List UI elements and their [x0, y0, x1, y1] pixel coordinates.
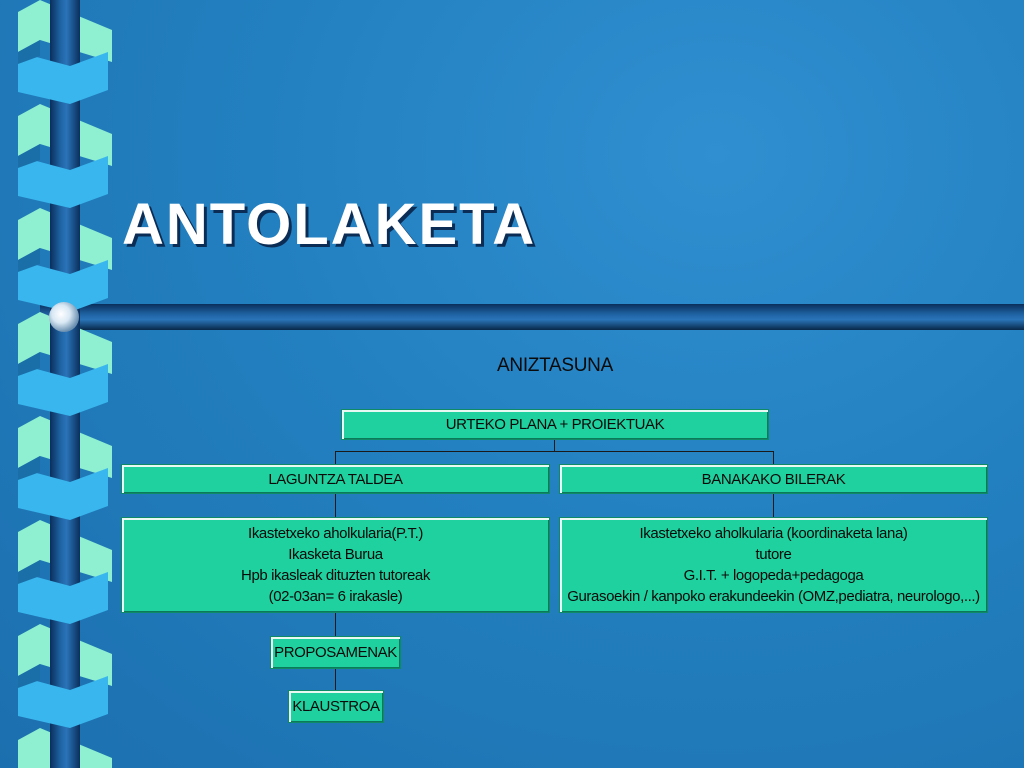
right-detail-line: tutore [755, 546, 792, 563]
right-detail-line: Gurasoekin / kanpoko erakundeekin (OMZ,pediatra, neurologo,...) [567, 588, 980, 605]
connector-right-detail [773, 494, 774, 517]
left-detail-box [121, 517, 550, 613]
connector-left-detail [335, 494, 336, 517]
left-detail-line: Ikasketa Burua [288, 546, 383, 563]
right-header-label: BANAKAKO BILERAK [701, 470, 846, 488]
connector-to-cloister [335, 669, 336, 690]
connector-to-proposals [335, 613, 336, 636]
right-detail-line: G.I.T. + logopeda+pedagoga [683, 567, 864, 584]
connector-left-down [335, 451, 336, 464]
diagram-subtitle: ANIZTASUNA [497, 355, 613, 376]
connector-right-down [773, 451, 774, 464]
left-header-box [121, 464, 550, 494]
left-detail-line: Ikastetxeko aholkularia(P.T.) [248, 525, 423, 542]
right-detail-line: Ikastetxeko aholkularia (koordinaketa lana) [639, 525, 908, 542]
proposals-box [270, 636, 401, 669]
cloister-box [288, 690, 384, 723]
top-box-label: URTEKO PLANA + PROIEKTUAK [445, 416, 665, 433]
top-box [341, 409, 769, 440]
right-header-box [559, 464, 988, 494]
connector-horizontal [335, 451, 774, 452]
horizontal-divider-bar [40, 304, 1024, 330]
proposals-label: PROPOSAMENAK [274, 644, 397, 661]
slide-title: ANTOLAKETA [122, 192, 537, 257]
right-detail-box [559, 517, 988, 613]
junction-sphere [49, 302, 79, 332]
left-detail-line: (02-03an= 6 irakasle) [268, 588, 403, 605]
left-detail-line: Hpb ikasleak dituzten tutoreak [241, 567, 430, 584]
cloister-label: KLAUSTROA [292, 698, 380, 715]
left-header-label: LAGUNTZA TALDEA [268, 470, 403, 488]
